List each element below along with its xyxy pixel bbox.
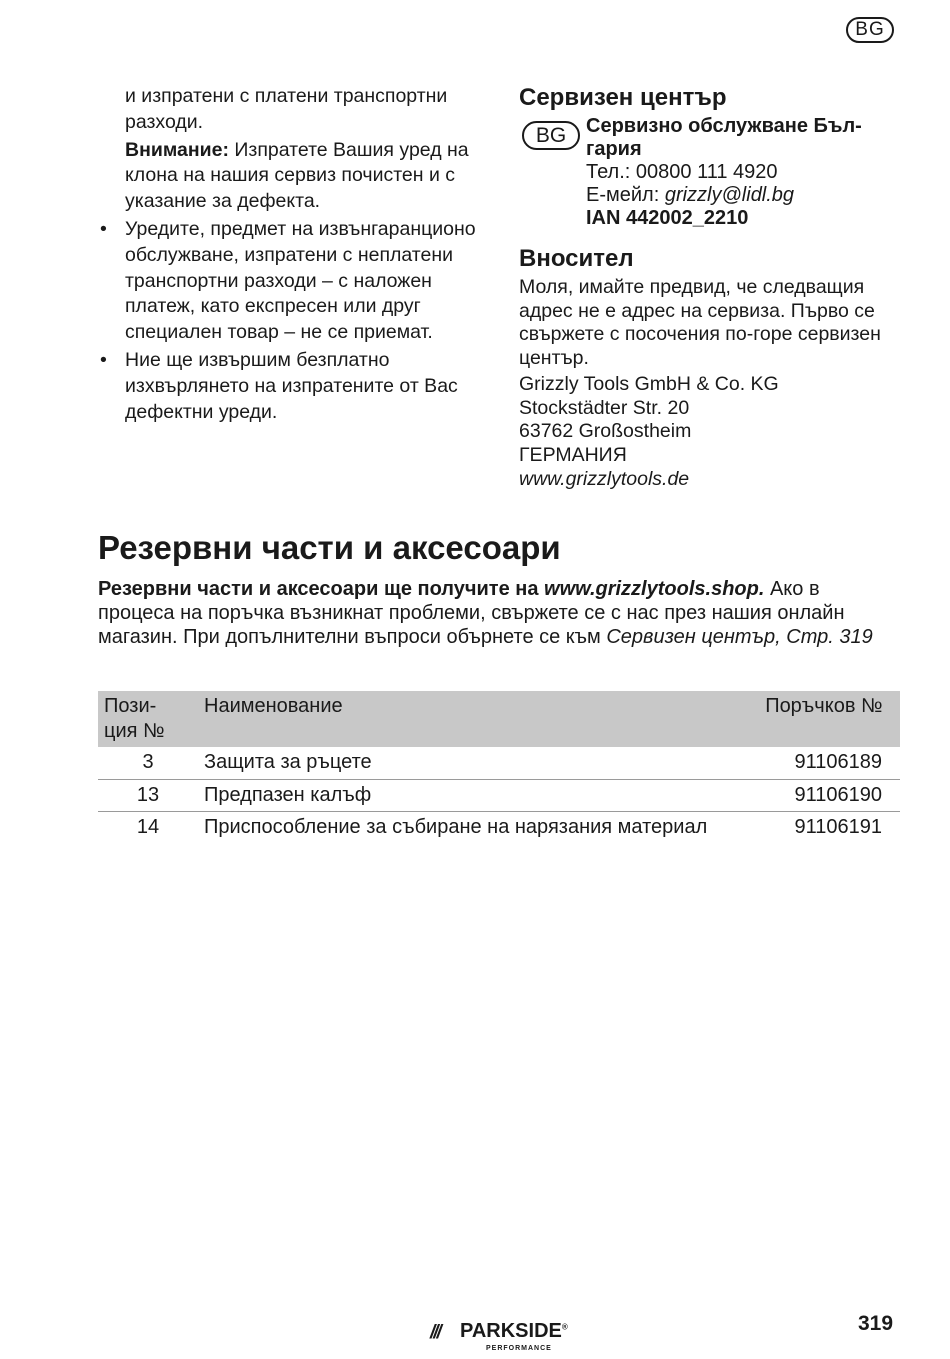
importer-company: Grizzly Tools GmbH & Co. KG bbox=[519, 373, 779, 395]
header-position: Пози- ция № bbox=[98, 691, 198, 747]
cell-position: 3 bbox=[98, 747, 198, 779]
email-link[interactable]: grizzly@lidl.bg bbox=[664, 184, 795, 206]
importer-website-link[interactable]: www.grizzlytools.de bbox=[519, 467, 690, 490]
cell-order-number: 91106190 bbox=[759, 779, 900, 812]
table-header-row bbox=[98, 691, 900, 747]
attention-text: Изпратете Вашия уред на клона на нашия сервиз почистен и с указание за дефекта. bbox=[125, 138, 469, 213]
header-order-number: Поръчков № bbox=[759, 691, 900, 747]
email-label: Е-мейл: bbox=[586, 184, 665, 206]
service-center-block bbox=[519, 115, 899, 230]
service-name-line1: Сервизно обслужване Бъл- bbox=[586, 115, 862, 137]
importer-note: Моля, имайте предвид, че следващия адрес не е адрес на сервиза. Първо се свържете с посочения по-горе сервизен център. bbox=[519, 276, 881, 369]
logo-subline: PERFORMANCE bbox=[486, 1345, 552, 1352]
importer-address bbox=[519, 373, 899, 492]
table-row bbox=[98, 779, 900, 812]
country-badge: BG bbox=[522, 121, 580, 150]
page-number: 319 bbox=[858, 1312, 894, 1335]
cell-order-number: 91106191 bbox=[794, 816, 882, 838]
language-badge: BG bbox=[846, 17, 894, 43]
shop-link[interactable]: www.grizzlytools.shop. bbox=[544, 578, 765, 600]
attention-label: Внимание: bbox=[125, 138, 229, 161]
bullet-icon: • bbox=[100, 348, 107, 371]
bullet-icon: • bbox=[100, 217, 107, 240]
cell-position: 13 bbox=[98, 779, 198, 812]
bullet-text: Ние ще извършим безплатно изхвърлянето на изпратените от Вас дефектни уреди. bbox=[125, 348, 458, 423]
service-ian: IAN 442002_2210 bbox=[586, 207, 749, 229]
service-name-line2: гария bbox=[586, 138, 642, 160]
parkside-logo bbox=[430, 1318, 590, 1358]
intro-text: Ако в процеса на поръчка възникнат проблеми, свържете се с нас през нашия онлайн магазин. При допълнителни въпроси обърнете се към bbox=[98, 578, 845, 648]
list-item bbox=[100, 348, 485, 425]
service-center-heading: Сервизен център bbox=[519, 84, 727, 111]
table-row bbox=[98, 747, 900, 779]
cell-name: Защита за ръцете bbox=[198, 747, 759, 779]
continued-text: и изпратени с платени транспортни разходи. bbox=[125, 85, 448, 133]
left-column bbox=[100, 84, 485, 425]
service-center-reference[interactable]: Сервизен център, Стр. 319 bbox=[606, 625, 873, 648]
attention-paragraph bbox=[125, 138, 485, 215]
service-email-line bbox=[586, 184, 899, 207]
logo-slashes: /// bbox=[430, 1322, 440, 1343]
right-column bbox=[519, 84, 899, 492]
header-name: Наименование bbox=[198, 691, 759, 747]
table-row bbox=[98, 812, 900, 844]
importer-street: Stockstädter Str. 20 bbox=[519, 396, 690, 419]
importer-country: ГЕРМАНИЯ bbox=[519, 444, 627, 467]
importer-heading: Вносител bbox=[519, 245, 634, 272]
cell-order-number: 91106189 bbox=[759, 747, 900, 779]
parts-heading: Резервни части и аксесоари bbox=[98, 529, 561, 566]
bullet-text: Уредите, предмет на извънгаранционо обслужване, изпратени с неплатени транспортни разходи – с наложен платеж, като експресен или друг специален товар – не се приемат. bbox=[125, 217, 476, 344]
intro-bold-prefix: Резервни части и аксесоари ще получите на bbox=[98, 578, 545, 600]
parts-table bbox=[98, 691, 900, 844]
logo-wordmark: PARKSIDE® bbox=[460, 1320, 568, 1342]
parts-intro bbox=[98, 578, 898, 649]
cell-name: Приспособление за събиране на нарязания материал bbox=[204, 816, 708, 838]
cell-position: 14 bbox=[136, 816, 160, 838]
cell-name: Предпазен калъф bbox=[198, 779, 759, 812]
importer-city: 63762 Großostheim bbox=[519, 420, 692, 443]
list-item bbox=[100, 217, 485, 346]
service-phone: Тел.: 00800 111 4920 bbox=[586, 161, 778, 183]
